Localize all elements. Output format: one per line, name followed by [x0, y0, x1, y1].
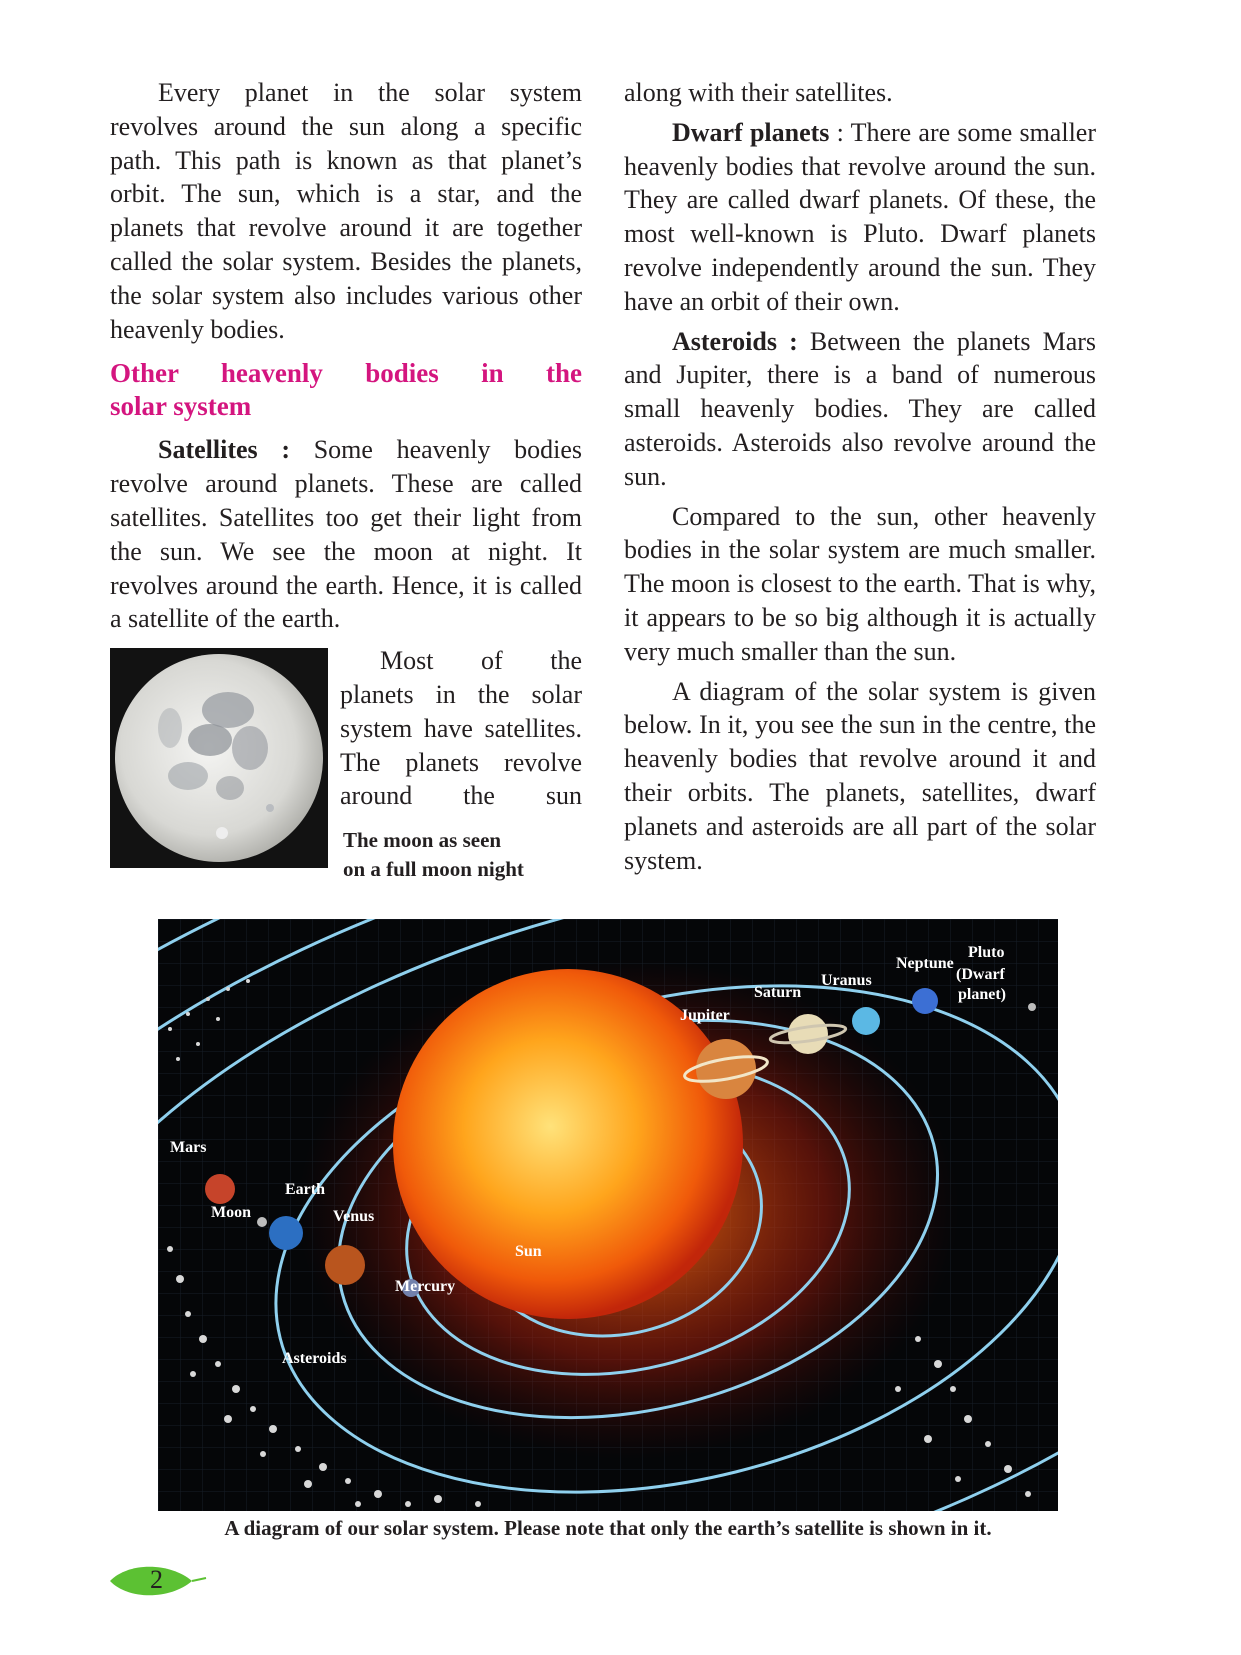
solar-system-diagram	[158, 919, 1058, 1511]
section-heading	[110, 357, 582, 423]
label-saturn: Saturn	[754, 984, 802, 1001]
full-moon-photo	[110, 648, 328, 868]
moon-paragraph-line: planets in the solar	[340, 679, 582, 709]
moon-paragraph-line: Most of the	[380, 646, 582, 676]
left-column	[110, 76, 583, 882]
intro-paragraph: Every planet in the solar system revolves around the sun along a specific path. This path is known as that planet’s orbit. The sun, which is a star, and the planets that revolve around it are together called the solar system. Besides the planets, the solar system also includes various other heavenly bodies.	[110, 78, 582, 344]
saturn	[788, 1014, 828, 1054]
moon-paragraph	[340, 644, 582, 813]
neptune	[912, 988, 938, 1014]
earth	[269, 1216, 303, 1250]
page-number: 2	[150, 1565, 163, 1594]
asteroids-paragraph	[624, 325, 1096, 494]
moon-paragraph-line: system have satellites.	[340, 713, 582, 743]
label-mars: Mars	[170, 1139, 207, 1156]
moon-caption-line1: The moon as seen	[343, 828, 502, 853]
asteroids-term: Asteroids :	[672, 326, 798, 356]
pluto	[1028, 1003, 1036, 1011]
satellites-term: Satellites :	[158, 435, 290, 465]
venus	[325, 1245, 365, 1285]
satellites-paragraph	[110, 433, 582, 636]
label-pluto-3: planet)	[958, 986, 1006, 1003]
moon-caption-line2: on a full moon night	[343, 857, 524, 882]
dwarf-planets-text: : There are some smaller heavenly bodies that revolve around the sun. They are called dwarf planets. Of these, the most well-known is Pluto. Dwarf planets revolve independently around the sun. They have an orbit of their own.	[624, 117, 1096, 316]
label-moon: Moon	[211, 1204, 251, 1221]
section-heading-line1: Other heavenly bodies in the	[110, 358, 582, 389]
label-pluto-1: Pluto	[968, 944, 1005, 961]
label-earth: Earth	[285, 1181, 325, 1198]
label-jupiter: Jupiter	[680, 1007, 730, 1024]
continuation-line: along with their satellites.	[624, 78, 893, 107]
diagram-caption: A diagram of our solar system. Please note that only the earth’s satellite is shown in it.	[224, 1516, 992, 1540]
section-heading-line2: solar system	[110, 391, 252, 422]
dwarf-planets-paragraph	[624, 116, 1096, 319]
asteroids-text: Between the planets Mars and Jupiter, there is a band of numerous small heavenly bodies. They are called asteroids. Asteroids also revolve around the sun.	[624, 326, 1097, 491]
label-pluto-2: (Dwarf	[956, 966, 1005, 983]
moon-block	[110, 644, 582, 882]
moon-caption	[343, 826, 583, 884]
label-sun: Sun	[515, 1243, 542, 1260]
label-uranus: Uranus	[821, 972, 872, 989]
moon-paragraph-line: around the sun	[340, 781, 582, 811]
label-mercury: Mercury	[395, 1278, 456, 1295]
moon	[257, 1217, 267, 1227]
moon-paragraph-line: The planets revolve	[340, 747, 582, 777]
label-neptune: Neptune	[896, 955, 954, 972]
label-venus: Venus	[333, 1208, 375, 1225]
right-column	[624, 76, 1096, 877]
dwarf-planets-term: Dwarf planets	[672, 117, 830, 147]
diagram-intro-paragraph: A diagram of the solar system is given below. In it, you see the sun in the centre, the heavenly bodies that revolve around it and their orbits. The planets, satellites, dwarf planets and asteroids are all part of the solar system.	[624, 676, 1096, 875]
mars	[205, 1174, 235, 1204]
label-asteroids: Asteroids	[282, 1350, 347, 1367]
satellites-text: Some heavenly bodies revolve around planets. These are called satellites. Satellites too get their light from the sun. We see the moon at night. It revolves around the earth. Hence, it is called a satellite of the earth.	[110, 435, 583, 634]
compare-paragraph: Compared to the sun, other heavenly bodies in the solar system are much smaller. The moon is closest to the earth. That is why, it appears to be so big although it is actually very much smaller than the sun.	[624, 501, 1096, 666]
uranus	[852, 1007, 880, 1035]
jupiter	[696, 1039, 756, 1099]
